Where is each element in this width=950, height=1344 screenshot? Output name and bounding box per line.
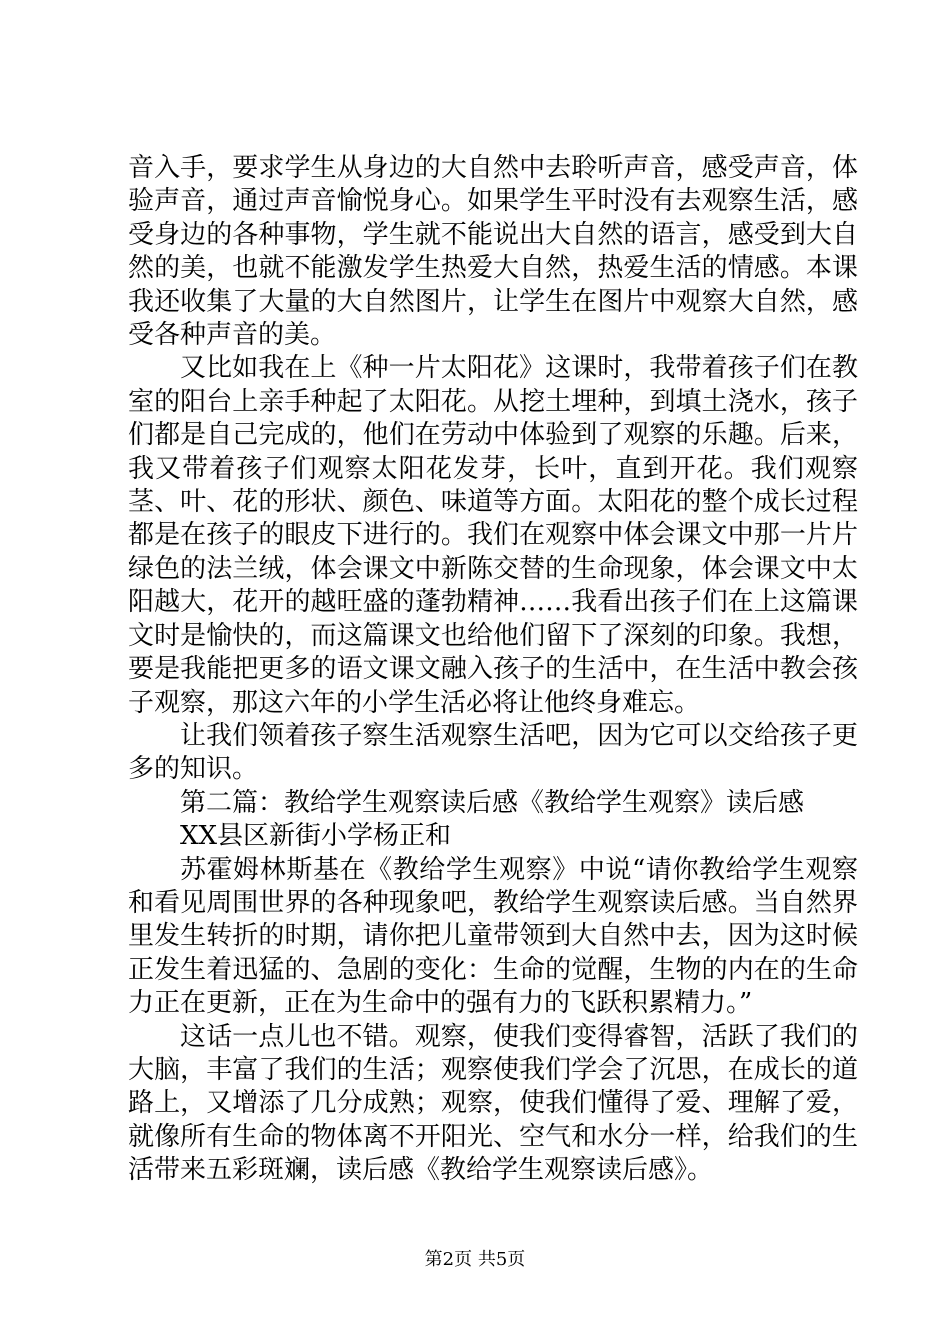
page-indicator: 第2页 共5页 <box>424 1249 526 1270</box>
paragraph-reflection: 这话一点儿也不错。观察，使我们变得睿智，活跃了我们的大脑，丰富了我们的生活；观察使我们学会了沉思，在成长的道路上，又增添了几分成熟；观察，使我们懂得了爱、理解了爱，就像所有生命的物体离不开阳光、空气和水分一样，给我们的生活带来五彩斑斓，读后感《教给学生观察读后感》。 <box>128 1021 858 1186</box>
paragraph-continuation: 音入手，要求学生从身边的大自然中去聆听声音，感受声音，体验声音，通过声音愉悦身心。如果学生平时没有去观察生活，感受身边的各种事物，学生就不能说出大自然的语言，感受到大自然的美，也就不能激发学生热爱大自然，热爱生活的情感。本课我还收集了大量的大自然图片，让学生在图片中观察大自然，感受各种声音的美。 <box>128 153 858 351</box>
author-line: XX县区新街小学杨正和 <box>180 821 452 852</box>
section-heading: 第二篇：教给学生观察读后感《教给学生观察》读后感 <box>180 787 805 818</box>
document-body <box>128 152 858 1188</box>
paragraph-quote: 苏霍姆林斯基在《教给学生观察》中说“请你教给学生观察和看见周围世界的各种现象吧，教给学生观察读后感。当自然界里发生转折的时期，请你把儿童带领到大自然中去，因为这时候正发生着迅猛的、急剧的变化：生命的觉醒，生物的内在的生命力正在更新，正在为生命中的强有力的飞跃积累精力。” <box>128 854 858 1019</box>
page-footer <box>0 1245 950 1271</box>
paragraph-sunflower-lesson: 又比如我在上《种一片太阳花》这课时，我带着孩子们在教室的阳台上亲手种起了太阳花。从挖土埋种，到填土浇水，孩子们都是自己完成的，他们在劳动中体验到了观察的乐趣。后来，我又带着孩子们观察太阳花发芽，长叶，直到开花。我们观察茎、叶、花的形状、颜色、味道等方面。太阳花的整个成长过程都是在孩子的眼皮下进行的。我们在观察中体会课文中那一片片绿色的法兰绒，体会课文中新陈交替的生命现象，体会课文中太阳越大，花开的越旺盛的蓬勃精神……我看出孩子们在上这篇课文时是愉快的，而这篇课文也给他们留下了深刻的印象。我想，要是我能把更多的语文课文融入孩子的生活中，在生活中教会孩子观察，那这六年的小学生活必将让他终身难忘。 <box>128 353 858 718</box>
paragraph-conclusion: 让我们领着孩子察生活观察生活吧，因为它可以交给孩子更多的知识。 <box>128 720 858 785</box>
